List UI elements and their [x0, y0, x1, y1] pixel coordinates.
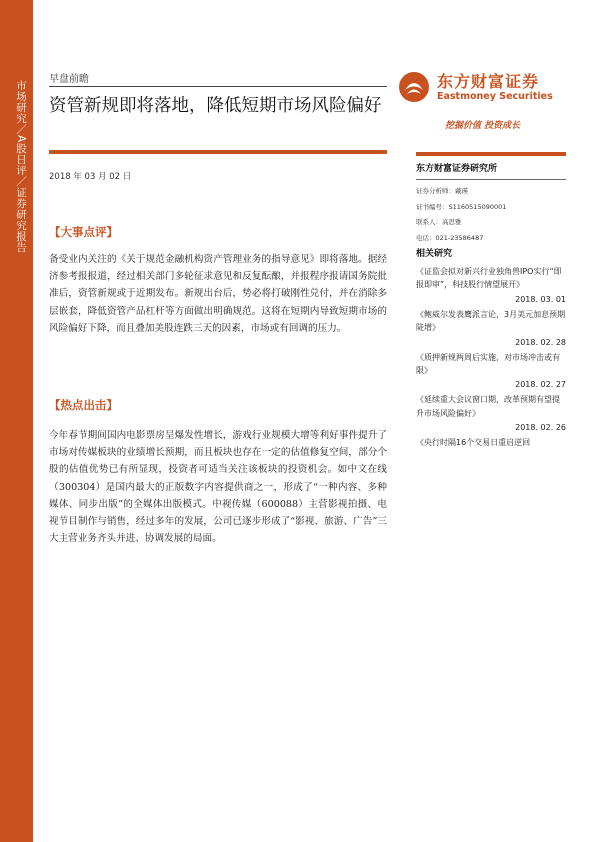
related-list	[416, 265, 566, 450]
report-type-label: 市场研究／A股日评／证券研究报告	[15, 80, 27, 253]
institute-panel	[416, 152, 566, 246]
contact-phone: 电话：021-23586487	[416, 233, 484, 242]
report-category: 早盘前瞻	[49, 74, 89, 85]
related-heading: 相关研究	[416, 249, 453, 259]
report-date: 2018 年 03 月 02 日	[49, 172, 132, 182]
analyst-info	[416, 184, 566, 246]
related-item-date: 2018. 02. 26	[515, 423, 566, 433]
logo-mark-icon	[397, 70, 431, 104]
title-divider	[49, 150, 387, 154]
contact-name: 联系人：高思雅	[416, 218, 462, 226]
related-item-title[interactable]: 《延续重大会议窗口期，改革预期有望提升市场风险偏好》	[416, 395, 560, 418]
brand-name-cn: 东方财富证券	[437, 72, 540, 91]
related-item-date: 2018. 03. 01	[515, 294, 566, 304]
related-item-date: 2018. 02. 27	[515, 380, 566, 390]
related-item-title[interactable]: 《鲍威尔发表鹰派言论，3月美元加息预期陡增》	[416, 309, 566, 333]
institute-name: 东方财富证券研究所	[416, 164, 498, 174]
brand-logo	[397, 66, 567, 111]
related-item-title[interactable]: 《证监会拟对新兴行业独角兽IPO实行“即报即审”，科技股行情望展开》	[416, 267, 562, 290]
related-item-date: 2018. 02. 28	[515, 337, 566, 347]
section-body: 今年春节期间国内电影票房呈爆发性增长，游戏行业规模大增等利好事件提升了市场对传媒板块的业绩增长预期，而且板块也存在一定的估值修复空间，部分个股的估值优势已有所显现，投资者可适当关注该板块的投资机会。如中文在线（300304）是国内最大的正版数字内容提供商之一，形成了“一种内容、多种媒体、同步出版”的全媒体出版模式。中视传媒（600088）主营影视拍摄、电视节目制作与销售，经过多年的发展，公司已逐步形成了“影视、旅游、广告”三大主营业务齐头并进、协调发展的局面。	[49, 430, 387, 545]
panel-divider-thin	[416, 179, 566, 180]
panel-divider	[416, 152, 566, 156]
section-body: 备受业内关注的《关于规范金融机构资产管理业务的指导意见》即将落地。据经济参考报报道，经过相关部门多轮征求意见和反复酝酿，并报程序报请国务院批准后，资管新规或于近期发布。新规出台后，势必将打破刚性兑付，并在消除多层嵌套，降低资管产品杠杆等方面做出明确规范。这将在短期内导致短期市场的风险偏好下降，而且叠加美股连跌三天的因素，市场或有回调的压力。	[49, 254, 387, 334]
section-heading: 【大事点评】	[49, 225, 118, 239]
related-item-title[interactable]: 《央行时隔16个交易日重启逆回	[416, 438, 531, 448]
top-divider	[49, 86, 387, 87]
page-title: 资管新规即将落地，降低短期市场风险偏好	[49, 96, 382, 116]
side-band	[0, 0, 33, 842]
related-item-title[interactable]: 《质押新规两周后实施，对市场冲击或有限》	[416, 352, 560, 376]
analyst-name: 证券分析师：戴瑛	[416, 187, 468, 195]
related-research	[416, 246, 566, 450]
analyst-cert: 证书编号：S1160515090001	[416, 202, 507, 211]
brand-slogan: 挖掘价值 投资成长	[445, 121, 521, 131]
section-heading: 【热点出击】	[49, 398, 118, 412]
brand-name-en: Eastmoney Securities	[437, 91, 553, 102]
